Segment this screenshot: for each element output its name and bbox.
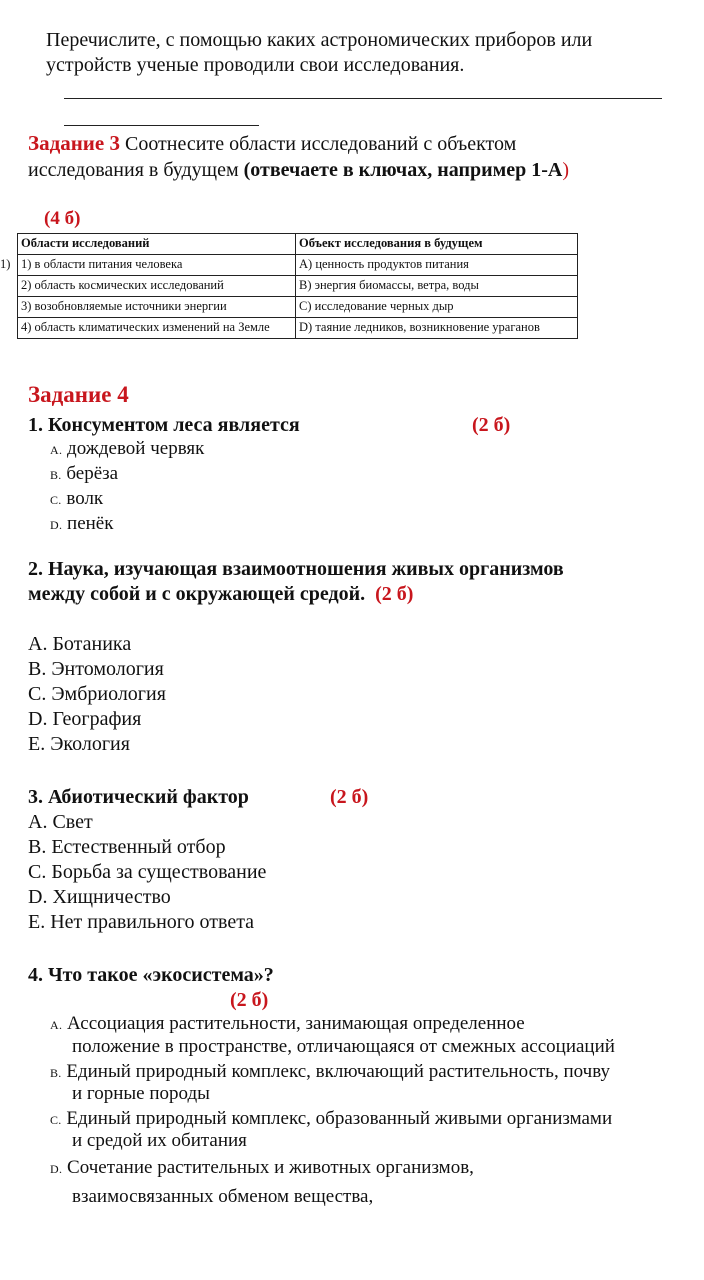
table-cell: С) исследование черных дыр [296,297,578,318]
q1-options [50,437,204,537]
option-item: C. Единый природный комплекс, образованный живыми организмами и средой их обитания [50,1108,613,1151]
table-cell: D) таяние ледников, возникновение ураганов [296,318,578,339]
task3-text-2: исследования в будущем [28,159,244,181]
task3-heading [28,130,678,183]
task3-points: (4 б) [44,208,81,229]
option-item: С. Борьба за существование [28,861,267,883]
q2-line-2: между собой и с окружающей средой. [28,583,366,605]
q1-text: 1. Консументом леса является [28,414,300,436]
margin-mark: 1) [0,257,11,271]
task3-title: Задание 3 [28,131,120,155]
table-row [18,276,578,297]
task3-text-1: Соотнесите области исследований с объектом [119,133,517,155]
table-row [18,297,578,318]
option-item: Е. Экология [28,733,130,755]
option-item: C. волк [50,488,104,509]
answer-line [64,98,662,99]
intro-line-1: Перечислите, с помощью каких астрономических приборов или [46,29,593,51]
table-cell: 1) в области питания человека [18,255,296,276]
q4-points: (2 б) [230,989,269,1011]
task3-instruction: (отвечаете в ключах, например 1-А [243,159,563,181]
q3-points: (2 б) [330,786,369,808]
q3-text: 3. Абиотический фактор [28,786,249,808]
answer-line-short [64,125,259,126]
q2-line-1: 2. Наука, изучающая взаимоотношения живых организмов [28,558,564,580]
task4-title: Задание 4 [28,382,129,407]
q4-options [50,1013,700,1208]
header-research-areas: Области исследований [18,234,296,255]
q4-text: 4. Что такое «экосистема»? [28,964,274,986]
table-cell: 3) возобновляемые источники энергии [18,297,296,318]
option-item: Е. Нет правильного ответа [28,911,255,933]
option-item: A. дождевой червяк [50,438,205,459]
option-item: С. Эмбриология [28,683,166,705]
option-item: А. Ботаника [28,633,132,655]
q2-options [28,632,166,757]
option-item: D. География [28,708,142,730]
table-header-row [18,234,578,255]
table-row [18,255,578,276]
table-cell: В) энергия биомассы, ветра, воды [296,276,578,297]
intro-line-2: устройств ученые проводили свои исследования. [46,54,465,76]
table-row [18,318,578,339]
matching-table [17,233,578,339]
table-cell: 4) область климатических изменений на Земле [18,318,296,339]
option-item: A. Ассоциация растительности, занимающая определенное положение в пространстве, отличающаяся от смежных ассоциаций [50,1013,615,1057]
q2-points: (2 б) [375,583,414,605]
q2-text [28,557,564,607]
option-item: D. Сочетание растительных и животных организмов, взаимосвязанных обменом вещества, [50,1157,474,1207]
task3-paren: ) [562,159,570,181]
option-item: А. Свет [28,811,93,833]
header-future-objects: Объект исследования в будущем [296,234,578,255]
q3-options [28,810,266,935]
option-item: В. Естественный отбор [28,836,226,858]
table-cell: А) ценность продуктов питания [296,255,578,276]
option-item: B. берёза [50,463,119,484]
option-item: B. Единый природный комплекс, включающий растительность, почву и горные породы [50,1061,611,1104]
option-item: D. пенёк [50,513,114,534]
q1-points: (2 б) [472,414,511,436]
option-item: D. Хищничество [28,886,171,908]
intro-question [46,28,592,78]
table-cell: 2) область космических исследований [18,276,296,297]
option-item: В. Энтомология [28,658,164,680]
